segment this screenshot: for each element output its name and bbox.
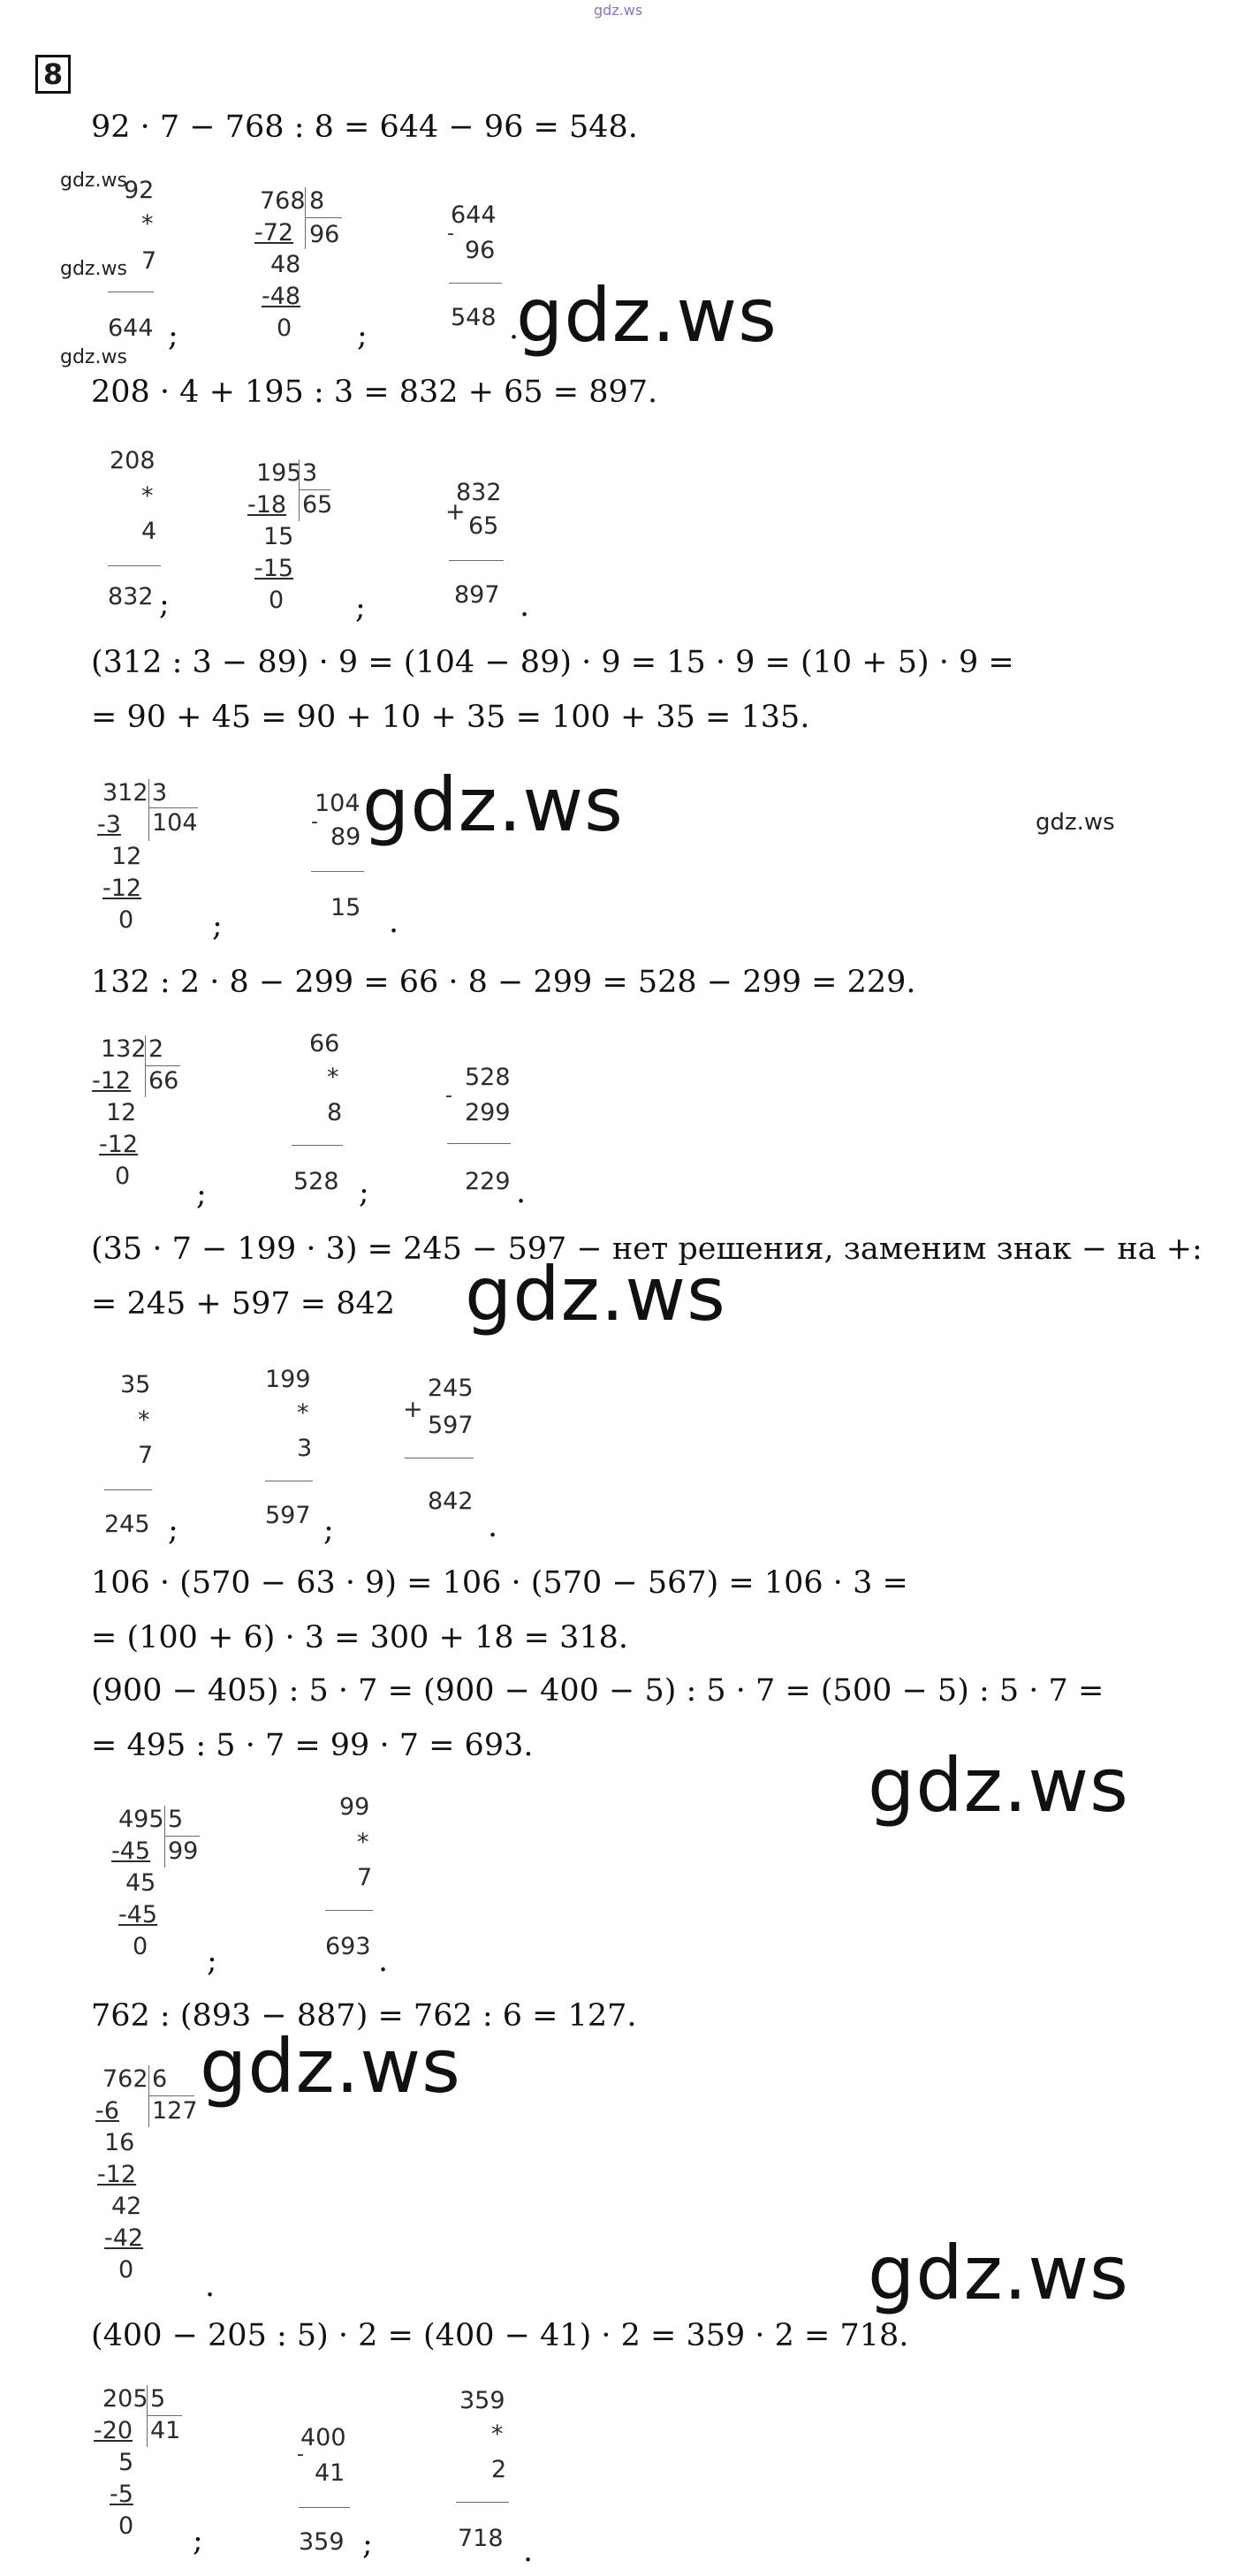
semicolon: ; <box>355 590 366 625</box>
semicolon: ; <box>168 1512 178 1548</box>
calc-div-divisor: 8 <box>309 187 325 215</box>
calc-sub-result: 15 <box>330 894 361 921</box>
calc-mul-bottom: 8 <box>327 1099 343 1126</box>
calc-div-step: -15 <box>254 555 294 582</box>
calc-div-divisor: 3 <box>302 459 318 487</box>
equation-1: 92 · 7 − 768 : 8 = 644 − 96 = 548. <box>91 110 638 145</box>
calc-div-divisor: 5 <box>150 2385 166 2413</box>
calc-line <box>449 283 502 284</box>
calc-div-step: 0 <box>118 2512 134 2540</box>
equation-8: 762 : (893 − 887) = 762 : 6 = 127. <box>91 1998 637 2034</box>
watermark-large: gdz.ws <box>516 272 778 359</box>
watermark-large: gdz.ws <box>465 1251 726 1337</box>
calc-sub-bottom: 96 <box>465 237 496 264</box>
calc-div-step: 12 <box>106 1099 137 1126</box>
calc-div-dividend: 195 <box>256 459 302 487</box>
calc-div-step: -20 <box>94 2417 133 2444</box>
semicolon: ; <box>357 318 368 353</box>
calc-div-bar <box>147 2385 148 2447</box>
watermark-small: gdz.ws <box>60 346 127 368</box>
calc-div-bar <box>145 1035 146 1097</box>
calc-mul-bottom: 7 <box>357 1864 373 1891</box>
watermark-large: gdz.ws <box>200 2023 461 2110</box>
semicolon: ; <box>193 2523 203 2558</box>
period: . <box>378 1943 389 1979</box>
calc-div-dividend: 768 <box>260 187 306 215</box>
calc-add-result: 897 <box>454 581 500 609</box>
calc-sub-sign: - <box>311 811 318 833</box>
period: . <box>520 588 530 624</box>
calc-div-quotient: 104 <box>152 809 198 837</box>
calc-div-step: 12 <box>111 843 142 870</box>
calc-div-step: 16 <box>104 2129 135 2156</box>
calc-mul-bottom: 7 <box>138 1442 154 1469</box>
calc-div-step: -45 <box>118 1901 158 1928</box>
calc-div-step: -12 <box>92 1067 132 1095</box>
watermark-small: gdz.ws <box>60 170 127 192</box>
calc-div-quotient: 41 <box>150 2417 181 2444</box>
watermark-top: gdz.ws <box>594 2 643 19</box>
period: . <box>523 2534 534 2569</box>
calc-div-line <box>145 1065 180 1066</box>
watermark-small: gdz.ws <box>1036 809 1115 836</box>
calc-div-step: 0 <box>118 2256 134 2284</box>
calc-sub-sign: - <box>297 2443 304 2466</box>
calc-div-line <box>148 2095 194 2096</box>
calc-add-bottom: 65 <box>468 512 499 540</box>
calc-div-dividend: 762 <box>102 2065 148 2093</box>
calc-mul-result: 693 <box>325 1933 371 1960</box>
equation-9: (400 − 205 : 5) · 2 = (400 − 41) · 2 = 359 · 2 = 718. <box>91 2318 909 2353</box>
calc-mul-top: 208 <box>110 447 156 474</box>
calc-mul-sign: * <box>327 1064 339 1091</box>
calc-mul-top: 66 <box>309 1030 340 1057</box>
calc-div-bar <box>305 187 306 249</box>
calc-sub-result: 359 <box>299 2528 345 2556</box>
calc-line <box>456 2502 509 2503</box>
calc-mul-top: 359 <box>459 2387 505 2414</box>
calc-div-step: -18 <box>247 491 287 519</box>
calc-div-step: 0 <box>269 587 285 614</box>
calc-mul-sign: * <box>138 1406 150 1434</box>
calc-div-step: -3 <box>97 811 121 838</box>
calc-line <box>447 1143 511 1144</box>
calc-add-bottom: 597 <box>428 1412 474 1439</box>
calc-add-top: 245 <box>428 1375 474 1402</box>
calc-div-dividend: 132 <box>101 1035 147 1063</box>
calc-div-step: -6 <box>95 2097 119 2125</box>
calc-div-line <box>305 217 342 218</box>
calc-div-step: 0 <box>133 1933 148 1960</box>
calc-div-step: 0 <box>115 1163 131 1190</box>
period: . <box>509 311 520 346</box>
calc-line <box>104 1489 152 1490</box>
equation-3b: = 90 + 45 = 90 + 10 + 35 = 100 + 35 = 135. <box>91 700 810 735</box>
calc-mul-result: 597 <box>265 1502 311 1529</box>
calc-mul-sign: * <box>297 1399 309 1427</box>
calc-sub-result: 229 <box>465 1168 511 1195</box>
calc-sub-top: 528 <box>465 1064 511 1091</box>
calc-mul-top: 199 <box>265 1366 311 1393</box>
calc-div-divisor: 2 <box>148 1035 164 1063</box>
calc-mul-result: 644 <box>108 314 154 342</box>
watermark-large: gdz.ws <box>868 1742 1129 1829</box>
semicolon: ; <box>323 1512 334 1548</box>
calc-div-step: -5 <box>110 2481 133 2508</box>
calc-mul-bottom: 4 <box>141 518 157 545</box>
period: . <box>488 1509 498 1544</box>
equation-6b: = (100 + 6) · 3 = 300 + 18 = 318. <box>91 1620 629 1655</box>
calc-div-dividend: 495 <box>118 1806 164 1833</box>
calc-div-divisor: 6 <box>152 2065 168 2093</box>
calc-line <box>292 1145 343 1146</box>
calc-div-step: 5 <box>118 2449 134 2476</box>
calc-mul-top: 35 <box>120 1371 151 1398</box>
calc-add-sign: + <box>445 498 466 526</box>
semicolon: ; <box>196 1177 207 1212</box>
calc-mul-bottom: 2 <box>491 2456 507 2483</box>
calc-div-bar <box>164 1806 165 1868</box>
equation-5b: = 245 + 597 = 842 <box>91 1286 396 1322</box>
calc-div-dividend: 205 <box>102 2385 148 2413</box>
period: . <box>389 905 399 940</box>
calc-add-sign: + <box>403 1396 423 1423</box>
watermark-large: gdz.ws <box>868 2230 1129 2316</box>
calc-line <box>325 1910 373 1911</box>
calc-div-step: -45 <box>111 1837 151 1865</box>
calc-mul-sign: * <box>141 482 154 510</box>
semicolon: ; <box>207 1943 217 1979</box>
period: . <box>516 1175 527 1210</box>
calc-div-step: -42 <box>104 2224 144 2252</box>
calc-div-step: 0 <box>277 314 292 342</box>
calc-mul-bottom: 3 <box>297 1435 313 1462</box>
period: . <box>205 2269 216 2304</box>
calc-mul-sign: * <box>357 1829 369 1856</box>
equation-7a: (900 − 405) : 5 · 7 = (900 − 400 − 5) : 5 · 7 = (500 − 5) : 5 · 7 = <box>91 1673 1104 1708</box>
calc-div-dividend: 312 <box>102 779 148 807</box>
calc-div-bar <box>148 2065 149 2127</box>
calc-div-quotient: 99 <box>168 1837 199 1865</box>
calc-div-bar <box>299 459 300 521</box>
calc-div-step: -12 <box>99 1131 139 1158</box>
calc-div-step: 0 <box>118 906 134 934</box>
calc-div-quotient: 65 <box>302 491 333 519</box>
calc-line <box>449 560 504 561</box>
equation-5a: (35 · 7 − 199 · 3) = 245 − 597 − нет решения, заменим знак − на +: <box>91 1231 1203 1267</box>
equation-6a: 106 · (570 − 63 · 9) = 106 · (570 − 567) = 106 · 3 = <box>91 1565 908 1601</box>
calc-sub-top: 104 <box>315 790 360 817</box>
task-number: 8 <box>35 55 71 94</box>
calc-line <box>299 2507 350 2508</box>
calc-div-step: -12 <box>97 2161 137 2188</box>
equation-4: 132 : 2 · 8 − 299 = 66 · 8 − 299 = 528 − 299 = 229. <box>91 965 916 1000</box>
calc-mul-result: 718 <box>458 2525 504 2552</box>
calc-mul-top: 92 <box>124 177 155 204</box>
semicolon: ; <box>362 2527 373 2562</box>
equation-3a: (312 : 3 − 89) · 9 = (104 − 89) · 9 = 15 · 9 = (10 + 5) · 9 = <box>91 645 1014 680</box>
equation-7b: = 495 : 5 · 7 = 99 · 7 = 693. <box>91 1728 534 1763</box>
calc-div-line <box>299 489 330 490</box>
calc-div-divisor: 5 <box>168 1806 184 1833</box>
semicolon: ; <box>159 587 170 622</box>
calc-sub-bottom: 41 <box>315 2459 345 2487</box>
watermark-small: gdz.ws <box>60 258 127 280</box>
calc-div-step: 48 <box>270 251 301 278</box>
calc-div-bar <box>148 779 149 841</box>
watermark-large: gdz.ws <box>362 761 624 848</box>
calc-div-line <box>148 807 198 808</box>
semicolon: ; <box>212 908 223 943</box>
calc-sub-bottom: 299 <box>465 1099 511 1126</box>
calc-div-line <box>147 2415 182 2416</box>
calc-div-quotient: 127 <box>152 2097 198 2125</box>
calc-mul-result: 245 <box>104 1511 150 1538</box>
calc-div-step: 45 <box>125 1869 156 1897</box>
calc-mul-result: 832 <box>108 583 154 610</box>
calc-sub-sign: - <box>447 223 454 245</box>
calc-mul-sign: * <box>141 210 154 238</box>
calc-sub-result: 548 <box>451 304 497 331</box>
calc-mul-result: 528 <box>293 1168 339 1195</box>
calc-div-step: -12 <box>102 875 142 902</box>
calc-sub-top: 644 <box>451 201 497 229</box>
calc-line <box>108 565 161 566</box>
calc-sub-bottom: 89 <box>330 823 361 851</box>
calc-mul-sign: * <box>491 2421 504 2448</box>
calc-div-step: 42 <box>111 2193 142 2220</box>
calc-div-quotient: 96 <box>309 221 340 248</box>
equation-2: 208 · 4 + 195 : 3 = 832 + 65 = 897. <box>91 375 658 410</box>
calc-div-line <box>164 1836 200 1837</box>
calc-div-divisor: 3 <box>152 779 168 807</box>
calc-add-result: 842 <box>428 1488 474 1515</box>
calc-div-step: -72 <box>254 219 294 246</box>
calc-div-quotient: 66 <box>148 1067 179 1095</box>
semicolon: ; <box>359 1175 369 1210</box>
calc-mul-top: 99 <box>339 1793 370 1821</box>
calc-mul-bottom: 7 <box>141 247 157 275</box>
calc-sub-sign: - <box>445 1085 452 1107</box>
semicolon: ; <box>168 318 178 353</box>
calc-add-top: 832 <box>456 479 502 506</box>
calc-sub-top: 400 <box>300 2424 346 2451</box>
calc-div-step: -48 <box>262 283 301 310</box>
calc-line <box>311 871 364 872</box>
calc-div-step: 15 <box>263 523 294 550</box>
